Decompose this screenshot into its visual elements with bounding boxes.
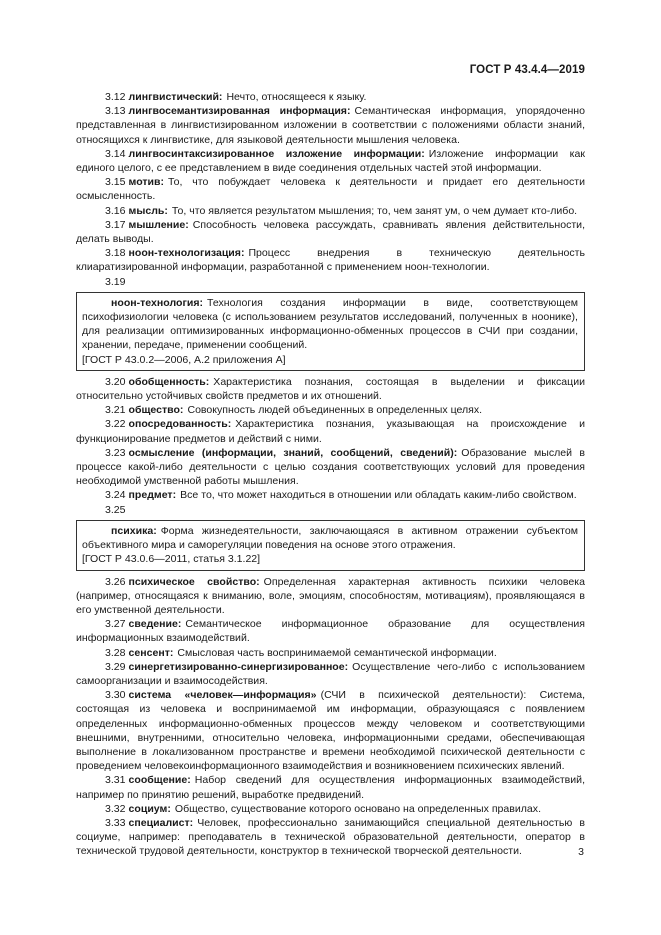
item-number: 3.18: [105, 247, 126, 260]
item-number: 3.32: [105, 802, 126, 815]
definitions-list-2: [76, 375, 585, 517]
definition-item: [76, 503, 585, 517]
definition-item: [76, 617, 585, 645]
definition-term: сообщение:: [128, 774, 191, 787]
definition-term: лингвосемантизированная информация:: [128, 105, 351, 118]
definition-item: [76, 417, 585, 445]
definition-term: ноон-технологизация:: [128, 247, 245, 260]
definition-term: система «человек—информация»: [128, 689, 317, 702]
definition-term: сведение:: [128, 618, 182, 631]
definition-item: [76, 246, 585, 274]
item-number: 3.20: [105, 375, 126, 388]
definition-item: [76, 488, 585, 502]
source-reference: [ГОСТ Р 43.0.2—2006, А.2 приложения А]: [82, 353, 286, 366]
definition-text: То, что является результатом мышления; то, чем занят ум, о чем думает кто-либо.: [171, 204, 578, 217]
definition-item: [76, 773, 585, 801]
definition-text: (СЧИ в психической деятельности): Система, состоящая из человека и воспринимаемой им информации, образующаяся с появлением определенных информационно-обменных процессов между человеком и соответствующими внешними, внутренними, относительно человека, информационными средами, обеспечивающая выполнение в локализованном пространстве и времени необходимой психической деятельности с проведением человекоинформационного взаимодействия и возникновением психических явлений.: [76, 689, 585, 773]
quoted-definition: [82, 296, 578, 353]
definition-term: социум:: [128, 802, 171, 815]
item-number: 3.26: [105, 575, 126, 588]
item-number: 3.31: [105, 774, 126, 787]
definition-term: психика:: [111, 524, 157, 537]
definitions-list-3: [76, 575, 585, 859]
item-number: 3.14: [105, 147, 126, 160]
item-number: 3.25: [105, 503, 126, 516]
item-number: 3.30: [105, 689, 126, 702]
definition-text: Смысловая часть воспринимаемой семантической информации.: [177, 646, 497, 659]
item-number: 3.28: [105, 646, 126, 659]
definitions-list-1: [76, 90, 585, 289]
definition-item: [76, 275, 585, 289]
quoted-definition-box-1: [76, 292, 585, 371]
definition-text: Изложение информации как единого целого, с ее представлением в виде соединения отдельных частей этой информации.: [76, 147, 586, 175]
definition-item: [76, 688, 585, 773]
item-number: 3.12: [105, 91, 126, 103]
item-number: 3.24: [105, 489, 126, 502]
definition-text: Семантическое информационное образование для осуществления информационных взаимодействий.: [76, 618, 585, 645]
item-number: 3.13: [105, 105, 126, 118]
definition-term: мотив:: [128, 176, 165, 189]
definition-term: предмет:: [128, 489, 177, 502]
definition-term: общество:: [128, 404, 184, 417]
definition-item: [76, 403, 585, 417]
definition-text: Процесс внедрения в техническую деятельность клиаратизированной информации, разработанной с применением ноон-технологии.: [76, 247, 585, 274]
definition-item: [76, 375, 585, 403]
definition-text: Форма жизнедеятельности, заключающаяся в активном отражении субъектом объективного мира и саморегуляции поведения на основе этого отражения.: [82, 524, 578, 552]
quoted-definition: [82, 524, 578, 552]
definition-text: Характеристика познания, состоящая в выделении и фиксации относительно устойчивых свойств предметов и их отношений.: [76, 375, 585, 403]
definition-term: опосредованность:: [128, 418, 232, 431]
definition-item: [76, 646, 585, 660]
page-number: 3: [578, 846, 584, 858]
definition-term: специалист:: [128, 816, 194, 829]
definition-term: сенсент:: [128, 646, 174, 659]
definition-item: [76, 660, 585, 688]
source-reference: [ГОСТ Р 43.0.6—2011, статья 3.1.22]: [82, 553, 261, 566]
definition-term: психическое свойство:: [128, 575, 260, 588]
definition-text: Технология создания информации в виде, соответствующем психофизиологии человека (с использованием результатов исследований, полученных в ноонике), для реализации оптимизированных информационно-обменных процессов в СЧИ при создании, хранении, передаче, применении сообщений.: [82, 296, 578, 352]
definition-item: [76, 802, 585, 816]
item-number: 3.21: [105, 404, 126, 417]
definition-item: [76, 90, 585, 104]
definition-item: [76, 575, 585, 618]
definition-text: То, что побуждает человека к деятельности и придает его деятельности осмысленность.: [76, 176, 585, 203]
definition-item: [76, 104, 585, 147]
definition-term: лингвосинтаксизированное изложение информации:: [128, 147, 425, 160]
definition-text: Нечто, относящееся к языку.: [226, 91, 367, 103]
item-number: 3.33: [105, 816, 126, 829]
definition-text: Характеристика познания, указывающая на происхождение и функционирование предметов и действий с ними.: [76, 418, 585, 445]
definition-term: осмысление (информации, знаний, сообщений, сведений):: [128, 446, 458, 459]
definition-term: мышление:: [128, 218, 189, 231]
item-number: 3.22: [105, 418, 126, 431]
definition-term: обобщенность:: [128, 375, 210, 388]
definition-text: Образование мыслей в процессе какой-либо деятельности с целью создания соответствующих условий для проведения необходимой умственной работы мышления.: [76, 446, 585, 488]
definition-text: Совокупность людей объединенных в определенных целях.: [187, 404, 483, 417]
definition-term: синергетизированно-синергизированное:: [128, 660, 349, 673]
definition-text: Способность человека рассуждать, сравнивать явления действительности, делать выводы.: [76, 218, 585, 246]
definition-text: Общество, существование которого основано на определенных правилах.: [174, 802, 541, 815]
definition-text: Осуществление чего-либо с использованием самоорганизации и взаимосодействия.: [76, 660, 585, 687]
item-number: 3.29: [105, 660, 126, 673]
item-number: 3.15: [105, 176, 126, 189]
definition-text: Семантическая информация, упорядоченно представленная в лингвистизированном изложении в соответствии с положениями области знаний, относящихся к лингвистике, для языковой деятельности мышления человека.: [76, 105, 585, 146]
quoted-definition-box-2: [76, 520, 585, 571]
definition-item: [76, 204, 585, 218]
definition-term: ноон-технология:: [111, 296, 203, 309]
definition-item: [76, 147, 585, 175]
definition-item: [76, 175, 585, 203]
definition-item: [76, 816, 585, 859]
item-number: 3.17: [105, 218, 126, 231]
document-body: [76, 90, 585, 859]
definition-text: Определенная характерная активность психики человека (например, относящаяся к вниманию, воле, эмоциям, способностям, мотивациям), проявляющаяся в его умственной деятельности.: [76, 575, 585, 616]
definition-text: Человек, профессионально занимающийся специальной деятельностью в социуме, например: преподаватель в технической образовательной деятельности, оператор в технической трудовой деятельности, конструктор в технической творческой деятельности.: [76, 816, 585, 858]
definition-term: мысль:: [128, 204, 168, 217]
definition-text: Все то, что может находиться в отношении или обладать каким-либо свойством.: [180, 489, 577, 502]
definition-item: [76, 446, 585, 489]
item-number: 3.27: [105, 618, 126, 631]
definition-item: [76, 218, 585, 246]
item-number: 3.19: [105, 275, 126, 288]
definition-term: лингвистический:: [128, 91, 223, 103]
item-number: 3.16: [105, 204, 126, 217]
definition-text: Набор сведений для осуществления информационных взаимодействий, например по принятию решений, выработке предвидений.: [76, 774, 585, 801]
document-code: ГОСТ Р 43.4.4—2019: [469, 64, 585, 76]
item-number: 3.23: [105, 446, 126, 459]
